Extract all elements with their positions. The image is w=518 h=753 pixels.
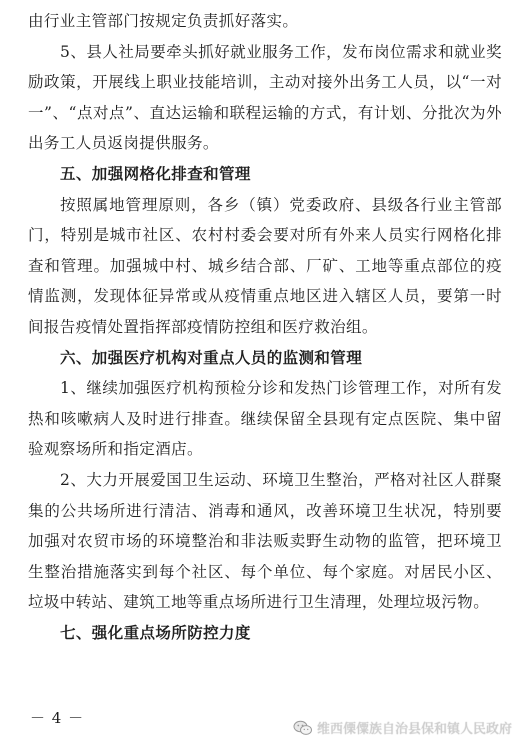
watermark xyxy=(293,718,512,737)
section-heading-7: 七、强化重点场所防控力度 xyxy=(60,623,251,642)
document-body xyxy=(28,6,502,648)
watermark-text: 维西傈僳族自治县保和镇人民政府 xyxy=(316,722,512,737)
paragraph-item-2: 2、大力开展爱国卫生运动、环境卫生整治，严格对社区人群聚集的公共场所进行清洁、消毒和通风，改善环境卫生状况，特别要加强对农贸市场的环境整治和非法贩卖野生动物的监管，把环境卫生整治措施落实到每个社区、每个单位、每个家庭。对居民小区、垃圾中转站、建筑工地等重点场所进行卫生清理，处理垃圾污物。 xyxy=(28,470,502,612)
wechat-icon xyxy=(293,720,313,736)
paragraph-continuation: 由行业主管部门按规定负责抓好落实。 xyxy=(28,12,299,30)
paragraph-grid-management: 按照属地管理原则，各乡（镇）党委政府、县级各行业主管部门，特别是城市社区、农村村委会要对所有外来人员实行网格化排查和管理。加强城中村、城乡结合部、厂矿、工地等重点部位的疫情监测，发现体征异常或从疫情重点地区进入辖区人员，要第一时间报告疫情处置指挥部疫情防控组和医疗救治组。 xyxy=(28,195,502,336)
section-heading-5: 五、加强网格化排查和管理 xyxy=(60,164,251,183)
paragraph-item-1: 1、继续加强医疗机构预检分诊和发热门诊管理工作，对所有发热和咳嗽病人及时进行排查。继续保留全县现有定点医院、集中留验观察场所和指定酒店。 xyxy=(28,379,502,459)
page-number: － 4 － xyxy=(30,709,85,727)
section-heading-6: 六、加强医疗机构对重点人员的监测和管理 xyxy=(60,348,363,367)
paragraph-item-5: 5、县人社局要牵头抓好就业服务工作，发布岗位需求和就业奖励政策，开展线上职业技能培训，主动对接外出务工人员，以“一对一”、“点对点”、直达运输和联程运输的方式，有计划、分批次为外出务工人员返岗提供服务。 xyxy=(28,42,502,153)
